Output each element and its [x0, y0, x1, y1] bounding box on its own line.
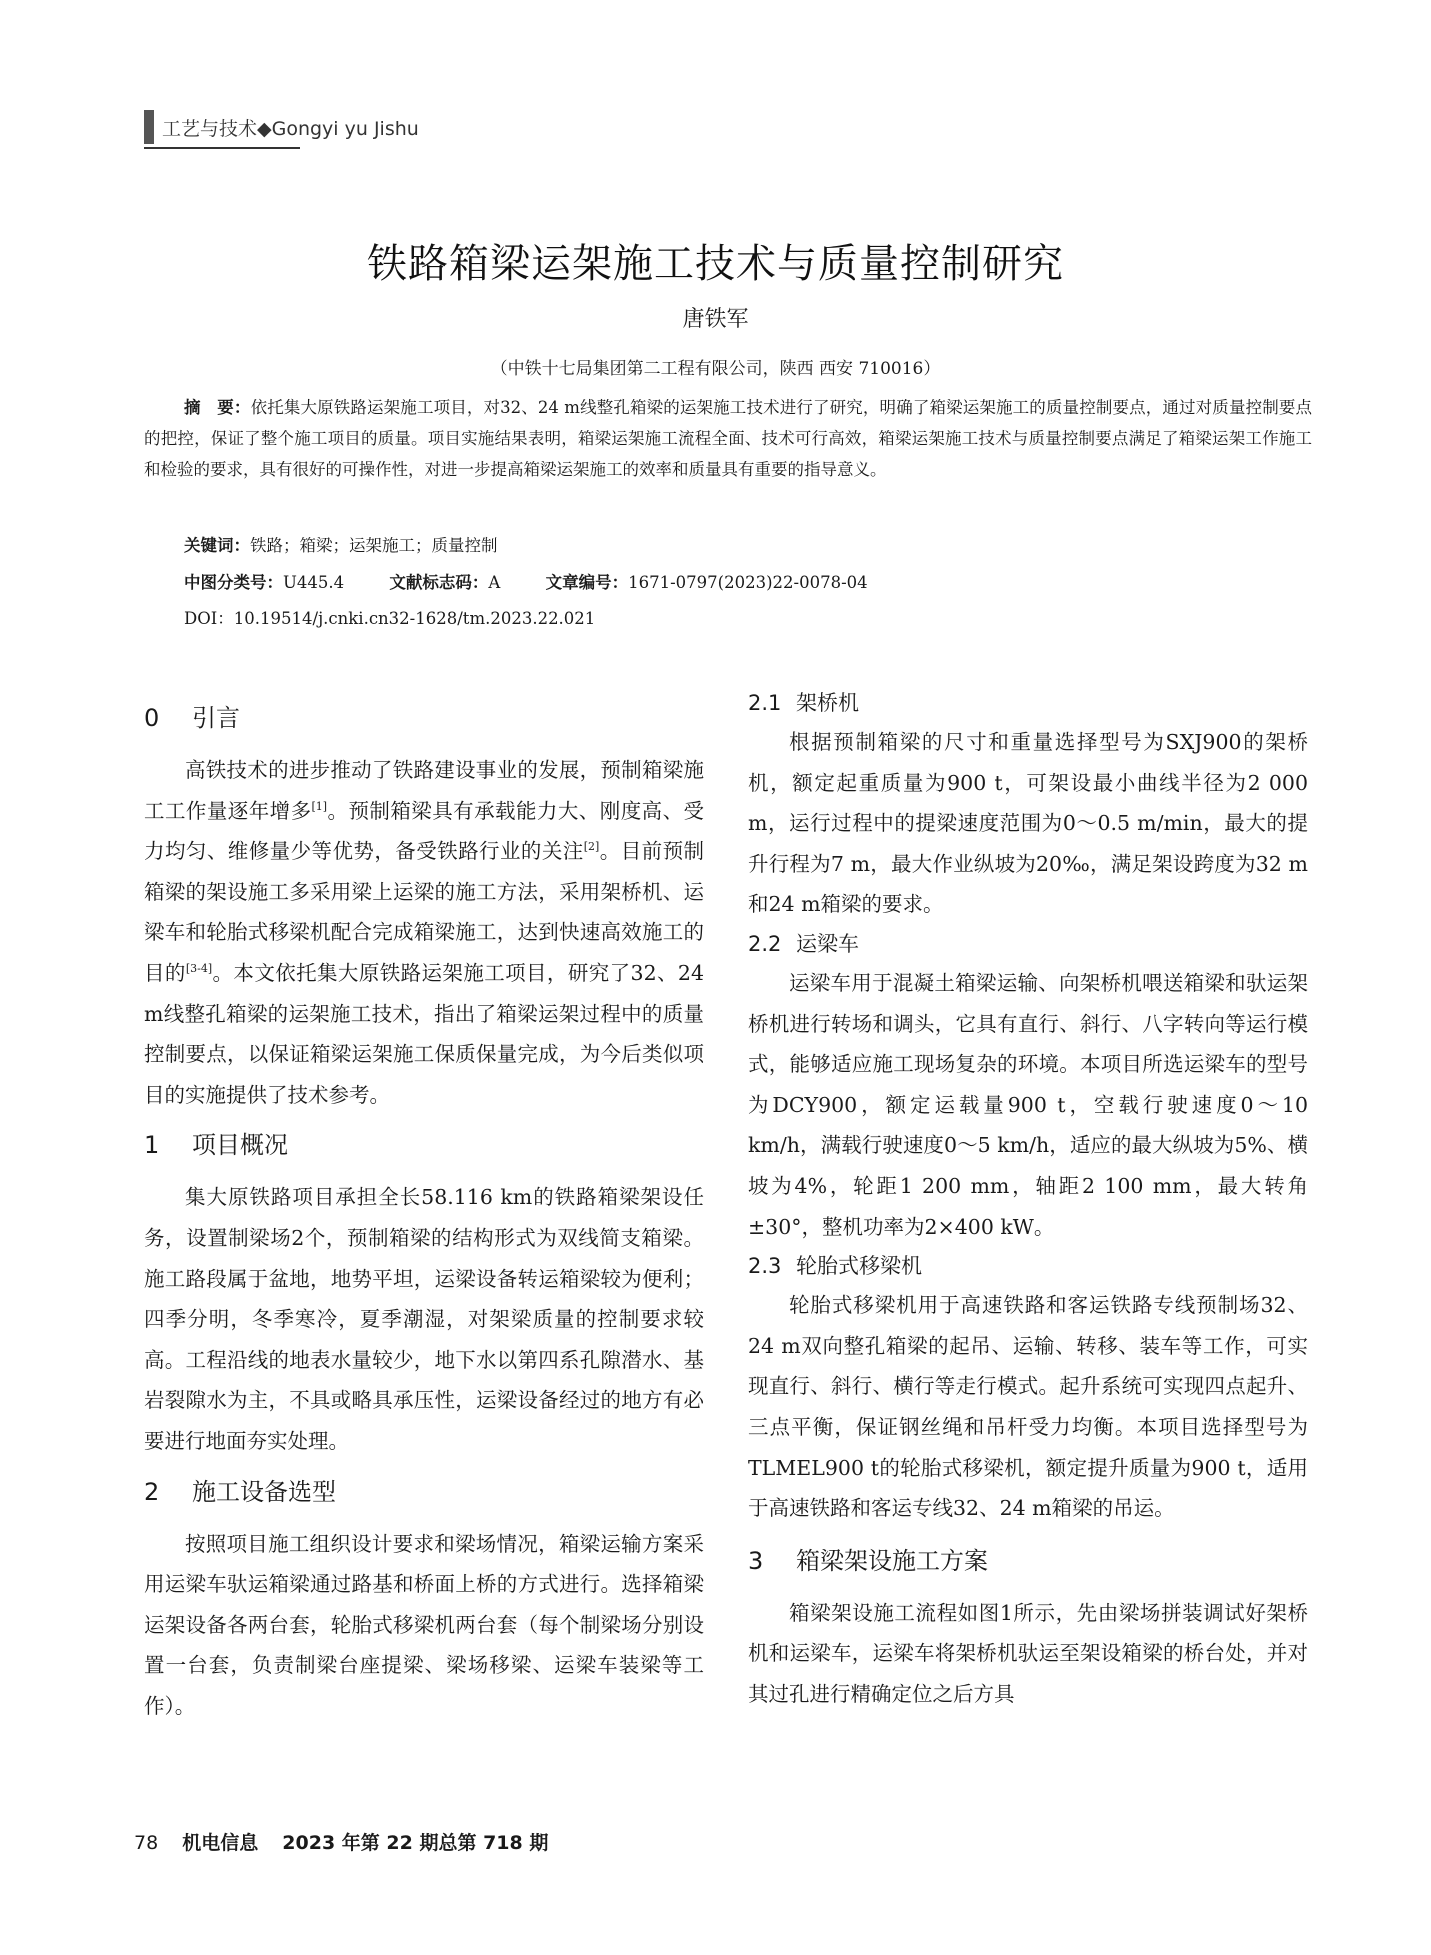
page-number: 78	[134, 1832, 159, 1854]
doi	[184, 605, 595, 629]
paragraph: 集大原铁路项目承担全长58.116 km的铁路箱梁架设任务，设置制梁场2个，预制箱梁的结构形式为双线简支箱梁。施工路段属于盆地，地势平坦，运梁设备转运箱梁较为便利；四季分明，冬季寒冷，夏季潮湿，对架梁质量的控制要求较高。工程沿线的地表水量较少，地下水以第四系孔隙潜水、基岩裂隙水为主，不具或略具承压性，运梁设备经过的地方有必要进行地面夯实处理。	[144, 1185, 704, 1453]
paragraph: 箱梁架设施工流程如图1所示，先由梁场拼装调试好架桥机和运梁车，运梁车将架桥机驮运至架设箱梁的桥台处，并对其过孔进行精确定位之后方具	[748, 1600, 1308, 1706]
doi-value: 10.19514/j.cnki.cn32-1628/tm.2023.22.021	[233, 609, 596, 628]
subsection-heading: 2.3 轮胎式移梁机	[748, 1254, 922, 1279]
paragraph: 运梁车用于混凝土箱梁运输、向架桥机喂送箱梁和驮运架桥机进行转场和调头，它具有直行、斜行、八字转向等运行模式，能够适应施工现场复杂的环境。本项目所选运梁车的型号为DCY900，额定运载量900 t，空载行驶速度0～10 km/h，满载行驶速度0～5 km/h，适应的最大纵坡为5%、横坡为4%，轮距1 200 mm，轴距2 100 mm，最大转角±30°，整机功率为2×400 kW。	[748, 970, 1308, 1239]
citation[interactable]: [2]	[583, 840, 600, 854]
section-heading: 1 项目概况	[144, 1131, 288, 1160]
paragraph: 根据预制箱梁的尺寸和重量选择型号为SXJ900的架桥机，额定起重质量为900 t，可架设最小曲线半径为2 000 m，运行过程中的提梁速度范围为0～0.5 m/min，最大的提升行程为7 m，最大作业纵坡为20‰，满足架设跨度为32 m和24 m箱梁的要求。	[748, 730, 1308, 917]
subsection-heading: 2.2 运梁车	[748, 931, 859, 956]
abstract-label: 摘 要：	[184, 398, 251, 417]
classification	[184, 569, 908, 593]
doi-label: DOI：	[184, 609, 234, 628]
section-heading: 2 施工设备选型	[144, 1477, 336, 1506]
header-underline	[144, 147, 300, 149]
paragraph: 按照项目施工组织设计要求和梁场情况，箱梁运输方案采用运梁车驮运箱梁通过路基和桥面上桥的方式进行。选择箱梁运架设备各两台套，轮胎式移梁机两台套（每个制梁场分别设置一台套，负责制梁台座提梁、梁场移梁、运梁车装梁等工作）。	[144, 1531, 704, 1718]
left-column	[144, 688, 704, 1726]
section-heading: 0 引言	[144, 704, 240, 732]
header-bar-mark	[144, 110, 154, 144]
section-heading: 3 箱梁架设施工方案	[748, 1546, 988, 1575]
abstract	[144, 392, 1312, 485]
journal-name: 机电信息	[182, 1832, 259, 1854]
footer	[134, 1828, 548, 1855]
clc-value: U445.4	[283, 573, 345, 592]
running-header	[144, 108, 419, 146]
paragraph: 轮胎式移梁机用于高速铁路和客运铁路专线预制场32、24 m双向整孔箱梁的起吊、运输、转移、装车等工作，可实现直行、斜行、横行等走行模式。起升系统可实现四点起升、三点平衡，保证钢丝绳和吊杆受力均衡。本项目选择型号为TLMEL900 t的轮胎式移梁机，额定提升质量为900 t，适用于高速铁路和客运专线32、24 m箱梁的吊运。	[748, 1293, 1308, 1521]
subsection-heading: 2.1 架桥机	[748, 691, 859, 715]
doc-code-value: A	[488, 573, 501, 592]
affiliation: （中铁十七局集团第二工程有限公司，陕西 西安 710016）	[490, 359, 941, 379]
issue-info: 2023 年第 22 期总第 718 期	[282, 1832, 549, 1854]
article-no-label: 文章编号：	[545, 573, 629, 592]
keywords	[184, 532, 498, 556]
citation[interactable]: [1]	[311, 799, 328, 813]
paper-title: 铁路箱梁运架施工技术与质量控制研究	[367, 241, 1064, 287]
keywords-text: 铁路；箱梁；运架施工；质量控制	[250, 536, 498, 555]
keywords-label: 关键词：	[184, 536, 250, 555]
right-column	[748, 684, 1308, 1714]
article-no-value: 1671-0797(2023)22-0078-04	[628, 573, 868, 592]
doc-code-label: 文献标志码：	[389, 573, 489, 592]
paragraph: 高铁技术的进步推动了铁路建设事业的发展，预制箱梁施工工作量逐年增多[1]。预制箱梁具有承载能力大、刚度高、受力均匀、维修量少等优势，备受铁路行业的关注[2]。目前预制箱梁的架设施工多采用梁上运梁的施工方法，采用架桥机、运梁车和轮胎式移梁机配合完成箱梁施工，达到快速高效施工的目的[3-4]。本文依托集大原铁路运架施工项目，研究了32、24 m线整孔箱梁的运架施工技术，指出了箱梁运架过程中的质量控制要点，以保证箱梁运架施工保质保量完成，为今后类似项目的实施提供了技术参考。	[144, 758, 705, 1107]
abstract-text: 依托集大原铁路运架施工项目，对32、24 m线整孔箱梁的运架施工技术进行了研究，明确了箱梁运架施工的质量控制要点，通过对质量控制要点的把控，保证了整个施工项目的质量。项目实施结果表明，箱梁运架施工流程全面、技术可行高效，箱梁运架施工技术与质量控制要点满足了箱梁运架工作施工和检验的要求，具有很好的可操作性，对进一步提高箱梁运架施工的效率和质量具有重要的指导意义。	[144, 398, 1313, 479]
author: 唐铁军	[682, 307, 749, 332]
header-section: 工艺与技术◆Gongyi yu Jishu	[162, 117, 419, 140]
clc-label: 中图分类号：	[184, 573, 283, 592]
citation[interactable]: [3-4]	[185, 962, 213, 976]
